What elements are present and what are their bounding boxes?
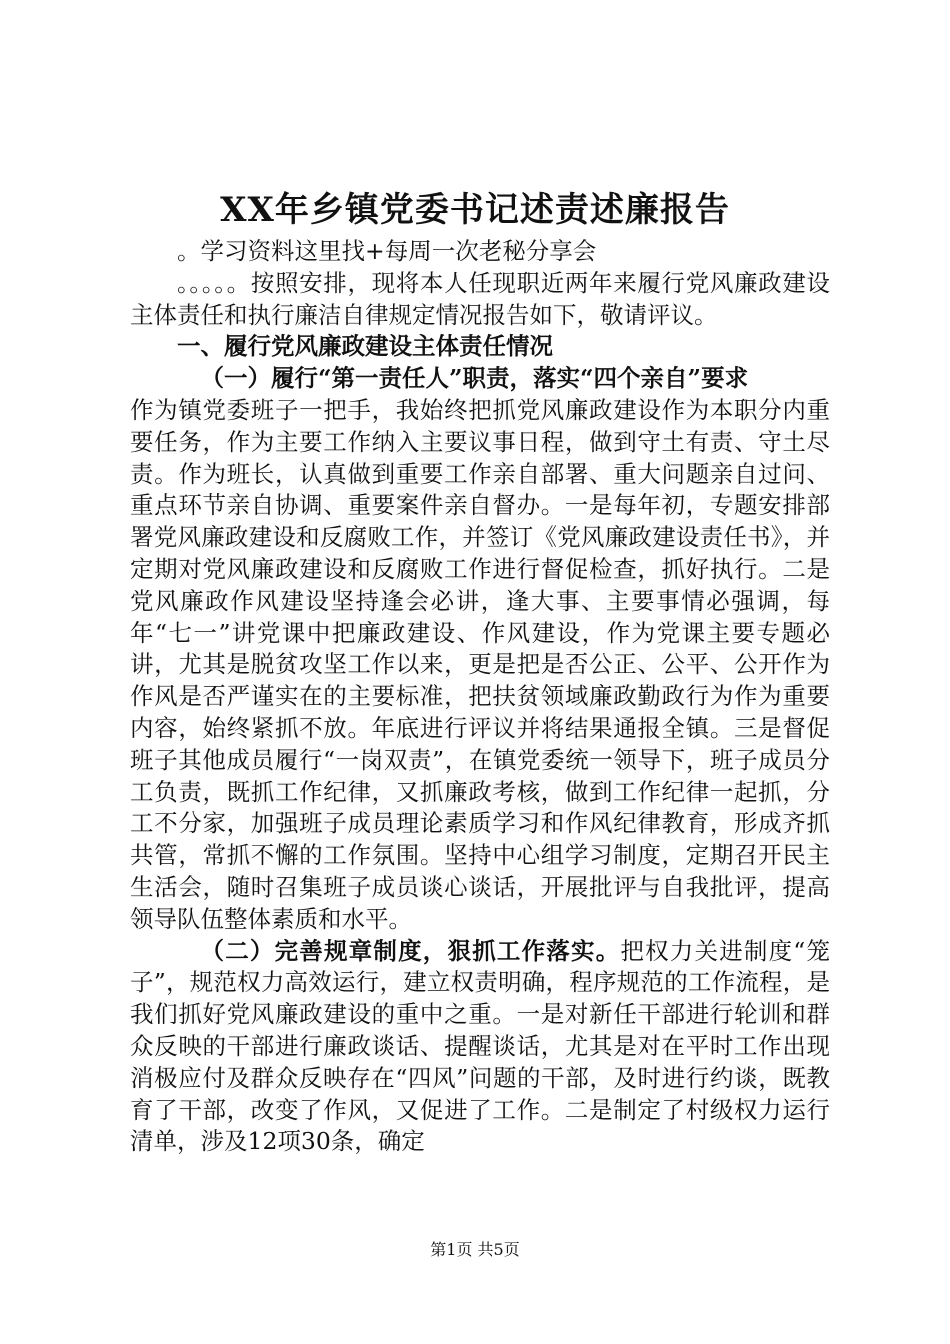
page-number-footer: 第1页 共5页	[430, 1240, 520, 1259]
paragraph-first-responsibility: 作为镇党委班子一把手，我始终把抓党风廉政建设作为本职分内重要任务，作为主要工作纳入主要议事日程，做到守土有责、守土尽责。作为班长，认真做到重要工作亲自部署、重大问题亲自过问、重点环节亲自协调、重要案件亲自督办。一是每年初，专题安排部署党风廉政建设和反腐败工作，并签订《党风廉政建设责任书》，并定期对党风廉政建设和反腐败工作进行督促检查，抓好执行。二是党风廉政作风建设坚持逢会必讲，逢大事、主要事情必强调，每年“七一”讲党课中把廉政建设、作风建设，作为党课主要专题必讲，尤其是脱贫攻坚工作以来，更是把是否公正、公平、公开作为作风是否严谨实在的主要标准，把扶贫领域廉政勤政行为作为重要内容，始终紧抓不放。年底进行评议并将结果通报全镇。三是督促班子其他成员履行“一岗双责”，在镇党委统一领导下，班子成员分工负责，既抓工作纪律，又抓廉政考核，做到工作纪律一起抓，分工不分家，加强班子成员理论素质学习和作风纪律教育，形成齐抓共管，常抓不懈的工作氛围。坚持中心组学习制度，定期召开民主生活会，随时召集班子成员谈心谈话，开展批评与自我批评，提高领导队伍整体素质和水平。	[130, 395, 830, 933]
subsection-heading-2: （二）完善规章制度，狠抓工作落实。	[200, 936, 621, 965]
document-body	[130, 236, 830, 1158]
document-title: XX年乡镇党委书记述责述廉报告	[220, 190, 730, 230]
paragraph-intro-note: 。学习资料这里找+每周一次老秘分享会	[177, 237, 597, 265]
paragraph-rules-text: 把权力关进制度“笼子”，规范权力高效运行，建立权责明确，程序规范的工作流程，是我们抓好党风廉政建设的重中之重。一是对新任干部进行轮训和群众反映的干部进行廉政谈话、提醒谈话，尤其是对在平时工作出现消极应付及群众反映存在“四风”问题的干部，及时进行约谈，既教育了干部，改变了作风，又促进了工作。二是制定了村级权力运行清单，涉及12项30条，确定	[130, 936, 830, 1156]
subsection-heading-1: （一）履行“第一责任人”职责，落实“四个亲自”要求	[200, 364, 749, 393]
section-heading-1: 一、履行党风廉政建设主体责任情况	[177, 332, 553, 361]
paragraph-opening: 。。。。。按照安排，现将本人任现职近两年来履行党风廉政建设主体责任和执行廉洁自律规定情况报告如下，敬请评议。	[130, 268, 830, 329]
paragraph-rules-system	[130, 936, 830, 1159]
